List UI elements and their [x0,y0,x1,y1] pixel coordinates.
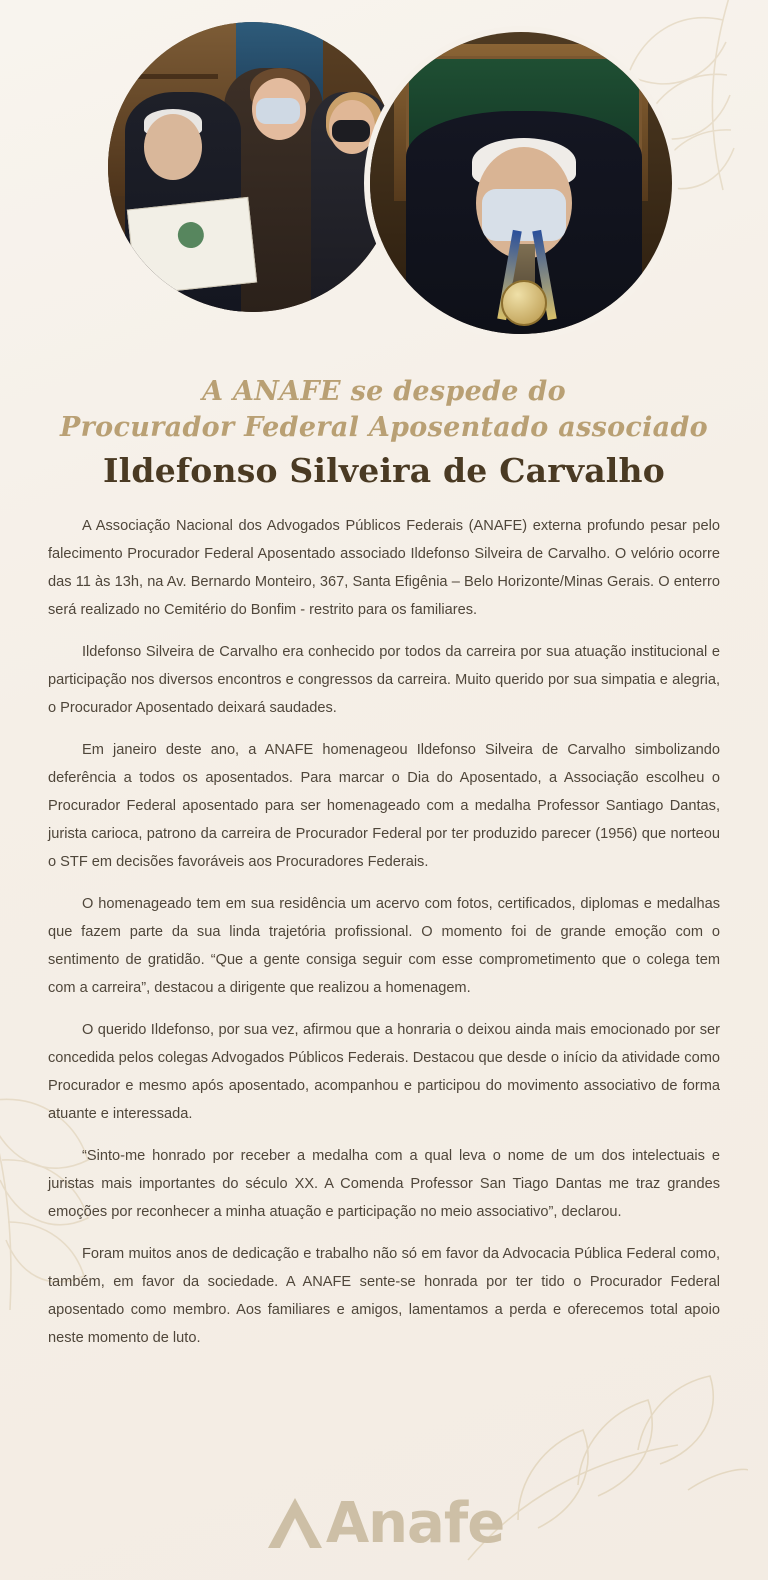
paragraph: O homenageado tem em sua residência um acervo com fotos, certificados, diplomas e medalhas que fazem parte da sua linda trajetória profissional. O momento foi de grande emoção com o sentimento de gratidão. “Que a gente consiga seguir com esse comprometimento que o colega tem com a carreira”, destacou a dirigente que realizou a homenagem. [48,896,720,996]
paragraph: O querido Ildefonso, por sua vez, afirmou que a honraria o deixou ainda mais emocionado por ser concedida pelos colegas Advogados Públicos Federais. Destacou que desde o início da atividade como Procurador e mesmo após aposentado, acompanhou e participou do movimento associativo de forma atuante e interessada. [48,1022,720,1122]
article-body [48,512,720,1352]
anafe-mark-icon [264,1494,326,1552]
title-line-2: Procurador Federal Aposentado associado [60,412,708,443]
footer-logo [0,1491,768,1556]
paragraph: Ildefonso Silveira de Carvalho era conhecido por todos da carreira por sua atuação institucional e participação nos diversos encontros e congressos da carreira. Muito querido por sua simpatia e alegria, o Procurador Aposentado deixará saudades. [48,644,720,716]
photo-honoree-portrait [370,32,672,334]
paragraph: Foram muitos anos de dedicação e trabalho não só em favor da Advocacia Pública Federal como, também, em favor da sociedade. A ANAFE sente-se honrada por ter tido o Procurador Federal aposentado como membro. Aos familiares e amigos, lamentamos a perda e oferecemos total apoio neste momento de luto. [48,1246,720,1346]
paragraph: “Sinto-me honrado por receber a medalha com a qual leva o nome de um dos intelectuais e juristas mais importantes do século XX. A Comenda Professor San Tiago Dantas me traz grandes emoções por reconhecer a minha atuação e participação no meio associativo”, declarou. [48,1148,720,1220]
title-block [0,374,768,494]
paragraph: Em janeiro deste ano, a ANAFE homenageou Ildefonso Silveira de Carvalho simbolizando deferência a todos os aposentados. Para marcar o Dia do Aposentado, a Associação escolheu o Procurador Federal aposentado para ser homenageado com a medalha Professor Santiago Dantas, jurista carioca, patrono da carreira de Procurador Federal por ter produzido parecer (1956) que norteou o STF em decisões favoráveis aos Procuradores Federais. [48,742,720,870]
photo-collage [0,0,768,360]
honoree-name: Ildefonso Silveira de Carvalho [103,451,665,490]
paragraph: A Associação Nacional dos Advogados Públicos Federais (ANAFE) externa profundo pesar pelo falecimento Procurador Federal Aposentado associado Ildefonso Silveira de Carvalho. O velório ocorre das 11 às 13h, na Av. Bernardo Monteiro, 367, Santa Efigênia – Belo Horizonte/Minas Gerais. O enterro será realizado no Cemitério do Bonfim - restrito para os familiares. [48,518,720,618]
logo-wordmark: Anafe [325,1491,505,1556]
photo-award-ceremony [108,22,398,312]
title-line-1: A ANAFE se despede do [202,376,566,407]
